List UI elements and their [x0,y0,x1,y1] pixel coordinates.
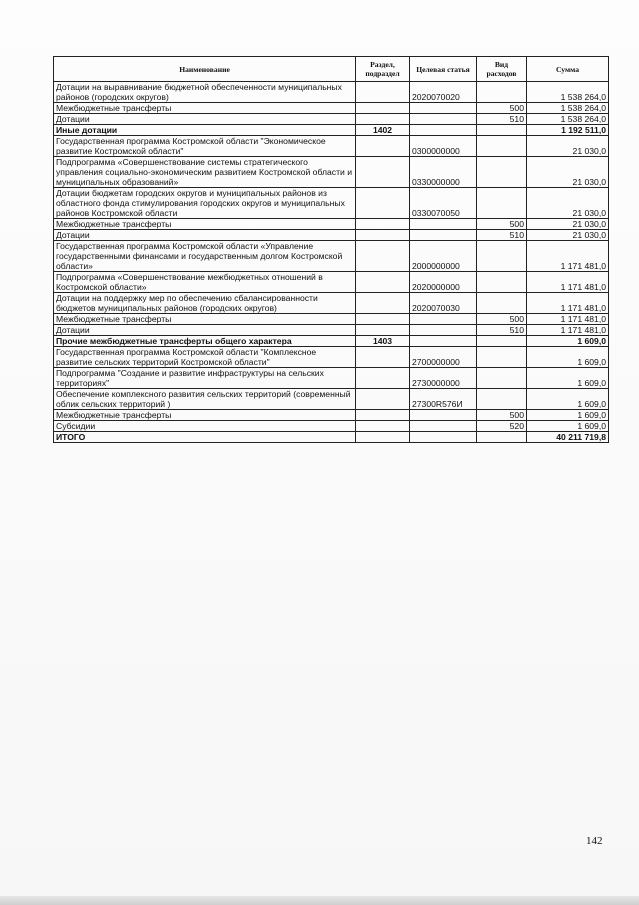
cell-section [356,230,410,241]
cell-name: Подпрограмма «Совершенствование межбюджетных отношений в Костромской области» [54,272,356,293]
cell-section [356,82,410,103]
table-header [54,57,609,82]
cell-name: Государственная программа Костромской области "Экономическое развитие Костромской области" [54,136,356,157]
cell-section [356,293,410,314]
table-row [54,114,609,125]
cell-section: 1402 [356,125,410,136]
cell-sum: 21 030,0 [527,230,609,241]
cell-name: Прочие межбюджетные трансферты общего характера [54,336,356,347]
cell-sum: 21 030,0 [527,219,609,230]
cell-section [356,136,410,157]
cell-target [410,336,477,347]
cell-section [356,157,410,188]
cell-exp-type: 500 [477,103,527,114]
cell-target: 2020070030 [410,293,477,314]
cell-section [356,410,410,421]
cell-target [410,125,477,136]
cell-exp-type [477,432,527,443]
cell-name: Иные дотации [54,125,356,136]
table-row [54,272,609,293]
cell-exp-type: 510 [477,230,527,241]
table-row [54,389,609,410]
cell-target: 2700000000 [410,347,477,368]
table-row [54,103,609,114]
cell-exp-type [477,82,527,103]
cell-name: Межбюджетные трансферты [54,103,356,114]
table-row [54,347,609,368]
table-row [54,157,609,188]
cell-name: Межбюджетные трансферты [54,219,356,230]
cell-exp-type: 500 [477,410,527,421]
budget-table [53,56,609,443]
cell-target [410,219,477,230]
cell-section [356,188,410,219]
cell-name: Межбюджетные трансферты [54,410,356,421]
cell-name: Дотации [54,230,356,241]
cell-exp-type [477,241,527,272]
cell-target: 27300R576И [410,389,477,410]
cell-sum: 1 192 511,0 [527,125,609,136]
cell-exp-type [477,336,527,347]
table-row [54,219,609,230]
table-row [54,432,609,443]
cell-name: Подпрограмма «Совершенствование системы стратегического управления социально-экономическим развитием Костромской области и муниципальных образований» [54,157,356,188]
cell-sum: 1 609,0 [527,410,609,421]
cell-sum: 1 609,0 [527,389,609,410]
table-row [54,325,609,336]
table-row [54,336,609,347]
header-target: Целевая статья [410,57,477,82]
cell-name: Государственная программа Костромской области "Комплексное развитие сельских территорий Костромской области" [54,347,356,368]
cell-section [356,347,410,368]
cell-exp-type: 500 [477,219,527,230]
cell-exp-type [477,389,527,410]
cell-target [410,325,477,336]
cell-exp-type: 520 [477,421,527,432]
cell-target: 0330070050 [410,188,477,219]
cell-exp-type [477,293,527,314]
cell-exp-type: 500 [477,314,527,325]
cell-target [410,432,477,443]
cell-sum: 1 171 481,0 [527,314,609,325]
table-row [54,230,609,241]
cell-name: Дотации бюджетам городских округов и муниципальных районов из областного фонда стимулирования городских округов и муниципальных районов Костромской области [54,188,356,219]
cell-sum: 21 030,0 [527,188,609,219]
header-row [54,57,609,82]
cell-section [356,421,410,432]
cell-sum: 1 538 264,0 [527,103,609,114]
cell-sum: 1 609,0 [527,347,609,368]
cell-target [410,114,477,125]
cell-sum: 1 171 481,0 [527,293,609,314]
cell-sum: 1 609,0 [527,336,609,347]
table-row [54,136,609,157]
cell-name: ИТОГО [54,432,356,443]
table-row [54,125,609,136]
page-number: 142 [586,835,603,847]
cell-exp-type [477,368,527,389]
cell-exp-type [477,157,527,188]
cell-section [356,219,410,230]
cell-sum: 21 030,0 [527,136,609,157]
cell-exp-type [477,347,527,368]
cell-name: Дотации [54,325,356,336]
cell-name: Субсидии [54,421,356,432]
scan-edge [0,896,639,905]
table-row [54,421,609,432]
cell-exp-type [477,272,527,293]
cell-exp-type [477,136,527,157]
cell-sum: 1 538 264,0 [527,114,609,125]
cell-exp-type [477,125,527,136]
cell-target: 2020070020 [410,82,477,103]
cell-target [410,421,477,432]
cell-target: 0330000000 [410,157,477,188]
header-section: Раздел, подраздел [356,57,410,82]
header-exp-type: Вид расходов [477,57,527,82]
table-body [54,82,609,443]
cell-sum: 1 609,0 [527,421,609,432]
cell-section [356,368,410,389]
cell-name: Межбюджетные трансферты [54,314,356,325]
cell-exp-type: 510 [477,325,527,336]
cell-sum: 1 171 481,0 [527,325,609,336]
cell-section [356,272,410,293]
cell-exp-type [477,188,527,219]
cell-name: Государственная программа Костромской области «Управление государственными финансами и государственным долгом Костромской области» [54,241,356,272]
cell-target [410,314,477,325]
table-row [54,188,609,219]
cell-section [356,114,410,125]
cell-sum: 1 538 264,0 [527,82,609,103]
cell-target: 2020000000 [410,272,477,293]
cell-section [356,103,410,114]
header-sum: Сумма [527,57,609,82]
cell-section [356,389,410,410]
table-row [54,293,609,314]
cell-section [356,241,410,272]
cell-target [410,103,477,114]
header-name: Наименование [54,57,356,82]
cell-section [356,314,410,325]
cell-name: Обеспечение комплексного развития сельских территорий (современный облик сельских территорий ) [54,389,356,410]
cell-target [410,230,477,241]
cell-sum: 40 211 719,8 [527,432,609,443]
cell-target: 0300000000 [410,136,477,157]
cell-target [410,410,477,421]
cell-target: 2730000000 [410,368,477,389]
cell-sum: 1 171 481,0 [527,241,609,272]
cell-name: Дотации на поддержку мер по обеспечению сбалансированности бюджетов муниципальных районов (городских округов) [54,293,356,314]
table-row [54,410,609,421]
table-row [54,368,609,389]
cell-sum: 21 030,0 [527,157,609,188]
cell-name: Подпрограмма "Создание и развитие инфраструктуры на сельских территориях" [54,368,356,389]
cell-name: Дотации на выравнивание бюджетной обеспеченности муниципальных районов (городских округов) [54,82,356,103]
table-row [54,241,609,272]
cell-section: 1403 [356,336,410,347]
table-row [54,314,609,325]
cell-section [356,325,410,336]
cell-target: 2000000000 [410,241,477,272]
cell-section [356,432,410,443]
cell-sum: 1 171 481,0 [527,272,609,293]
cell-name: Дотации [54,114,356,125]
table-row [54,82,609,103]
cell-exp-type: 510 [477,114,527,125]
cell-sum: 1 609,0 [527,368,609,389]
